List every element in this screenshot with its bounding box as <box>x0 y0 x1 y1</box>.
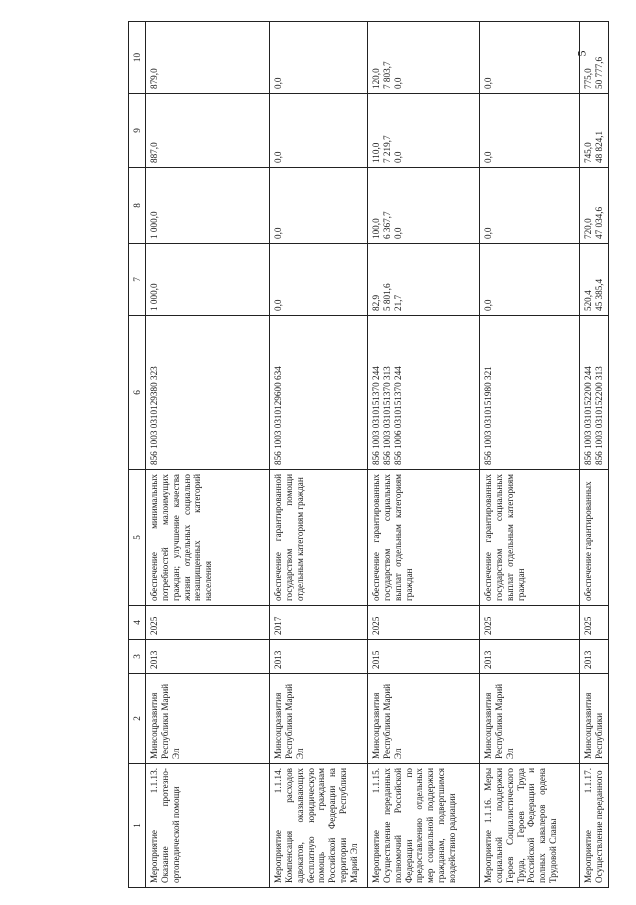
measure-cell: Мероприятие 1.1.17. Осуществление переданного <box>580 764 609 888</box>
budget-code-cell <box>480 316 580 470</box>
value: 775,0 <box>583 68 593 89</box>
value: 100,0 <box>371 218 381 239</box>
value-cell <box>270 94 368 168</box>
value: 0,0 <box>392 151 403 163</box>
column-number: 6 <box>129 316 146 470</box>
column-number: 10 <box>129 22 146 94</box>
value: 110,0 <box>371 142 381 163</box>
value-cell <box>368 94 480 168</box>
value-cell <box>480 168 580 244</box>
budget-code-cell <box>580 316 609 470</box>
value-cell <box>146 168 270 244</box>
value: 0,0 <box>483 227 493 239</box>
column-number: 3 <box>129 640 146 674</box>
column-number: 4 <box>129 606 146 640</box>
value: 5 801,6 <box>381 283 392 311</box>
end-year-cell: 2017 <box>270 606 368 640</box>
start-year-cell: 2013 <box>480 640 580 674</box>
value: 7 803,7 <box>381 61 392 89</box>
measure-cell: Мероприятие 1.1.13. Оказание протезно-ортопедической помощи <box>146 764 270 888</box>
start-year-cell: 2015 <box>368 640 480 674</box>
value: 0,0 <box>483 299 493 311</box>
budget-code-cell <box>368 316 480 470</box>
value-cell <box>270 244 368 316</box>
executor-cell: Минсоцразвития Республики Марий Эл <box>146 674 270 764</box>
result-cell: обеспечение гарантированной государством помощи отдельным категориям граждан <box>270 470 368 606</box>
value-cell <box>146 244 270 316</box>
column-number: 5 <box>129 470 146 606</box>
value: 0,0 <box>273 151 283 163</box>
rotated-table-wrapper <box>128 22 604 888</box>
value: 47 034,6 <box>593 206 604 239</box>
budget-code: 856 1003 0310152200 244 <box>583 366 593 465</box>
value: 120,0 <box>371 68 381 89</box>
value-cell <box>146 22 270 94</box>
table-row <box>580 22 609 888</box>
end-year-cell: 2025 <box>368 606 480 640</box>
value-cell <box>580 22 609 94</box>
value-cell <box>580 94 609 168</box>
measures-table <box>128 21 609 888</box>
value: 0,0 <box>483 77 493 89</box>
start-year-cell: 2013 <box>580 640 609 674</box>
value-cell <box>270 22 368 94</box>
value: 50 777,6 <box>593 56 604 89</box>
value: 0,0 <box>273 227 283 239</box>
measure-cell: Мероприятие 1.1.15. Осуществление переданных полномочий Российской Федерации по предоставлению отдельных мер социальной поддержки гражданам, подвергшимся воздействию радиации <box>368 764 480 888</box>
column-number: 1 <box>129 764 146 888</box>
column-number-row <box>129 22 146 888</box>
executor-cell: Минсоцразвития Республики Марий Эл <box>480 674 580 764</box>
result-cell: обеспечение гарантированных государством социальных выплат отдельным категориям граждан <box>480 470 580 606</box>
end-year-cell: 2025 <box>580 606 609 640</box>
value-cell <box>368 168 480 244</box>
budget-code: 856 1006 0310151370 244 <box>392 366 403 465</box>
value: 720,0 <box>583 218 593 239</box>
value-cell <box>580 244 609 316</box>
budget-code: 856 1003 0310151370 244 <box>371 366 381 465</box>
value: 0,0 <box>392 227 403 239</box>
column-number: 2 <box>129 674 146 764</box>
budget-code: 856 1003 0310151370 313 <box>381 366 392 465</box>
value: 1 000,0 <box>149 283 159 311</box>
value: 0,0 <box>483 151 493 163</box>
table-row <box>368 22 480 888</box>
end-year-cell: 2025 <box>146 606 270 640</box>
budget-code-cell <box>270 316 368 470</box>
value-cell <box>480 22 580 94</box>
value: 6 367,7 <box>381 211 392 239</box>
column-number: 9 <box>129 94 146 168</box>
value-cell <box>480 94 580 168</box>
value: 745,0 <box>583 142 593 163</box>
column-number: 8 <box>129 168 146 244</box>
table-row <box>480 22 580 888</box>
value: 0,0 <box>392 77 403 89</box>
executor-cell: Минсоцразвития Республики Марий Эл <box>368 674 480 764</box>
end-year-cell: 2025 <box>480 606 580 640</box>
value: 1 000,0 <box>149 211 159 239</box>
start-year-cell: 2013 <box>270 640 368 674</box>
value-cell <box>270 168 368 244</box>
column-number: 7 <box>129 244 146 316</box>
budget-code: 856 1003 0310129600 634 <box>273 366 283 465</box>
table-row <box>270 22 368 888</box>
result-cell: обеспечение минимальных потребностей малоимущих граждан; улучшение качества жизни отдельных социально незащищенных категорий населения <box>146 470 270 606</box>
table-row <box>146 22 270 888</box>
budget-code: 856 1003 0310129380 323 <box>149 366 159 465</box>
value: 0,0 <box>273 299 283 311</box>
measure-cell: Мероприятие 1.1.14. Компенсация расходов адвокатов, оказывающих бесплатную юридическую помощь гражданам Российской Федерации на территории Республики Марий Эл <box>270 764 368 888</box>
value: 520,4 <box>583 290 593 311</box>
value-cell <box>580 168 609 244</box>
value-cell <box>368 244 480 316</box>
page-number: 5 <box>574 50 589 57</box>
value: 82,9 <box>371 294 381 311</box>
value-cell <box>368 22 480 94</box>
value: 887,0 <box>149 142 159 163</box>
value-cell <box>146 94 270 168</box>
budget-code-cell <box>146 316 270 470</box>
value: 879,0 <box>149 68 159 89</box>
executor-cell: Минсоцразвития Республики Марий Эл <box>270 674 368 764</box>
start-year-cell: 2013 <box>146 640 270 674</box>
value-cell <box>480 244 580 316</box>
budget-code: 856 1003 0310151980 321 <box>483 366 493 465</box>
value: 48 824,1 <box>593 130 604 163</box>
result-cell: обеспечение гарантированных государством социальных выплат отдельным категориям граждан <box>368 470 480 606</box>
measure-cell: Мероприятие 1.1.16. Меры социальной поддержки Героев Социалистического Труда, Героев Труда Российской Федерации и полных кавалеров ордена Трудовой Славы <box>480 764 580 888</box>
executor-cell: Минсоцразвития Республики <box>580 674 609 764</box>
value: 21,7 <box>392 294 403 311</box>
value: 7 219,7 <box>381 135 392 163</box>
budget-code: 856 1003 0310152200 313 <box>593 366 604 465</box>
value: 45 385,4 <box>593 278 604 311</box>
value: 0,0 <box>273 77 283 89</box>
result-cell: обеспечение гарантированных <box>580 470 609 606</box>
